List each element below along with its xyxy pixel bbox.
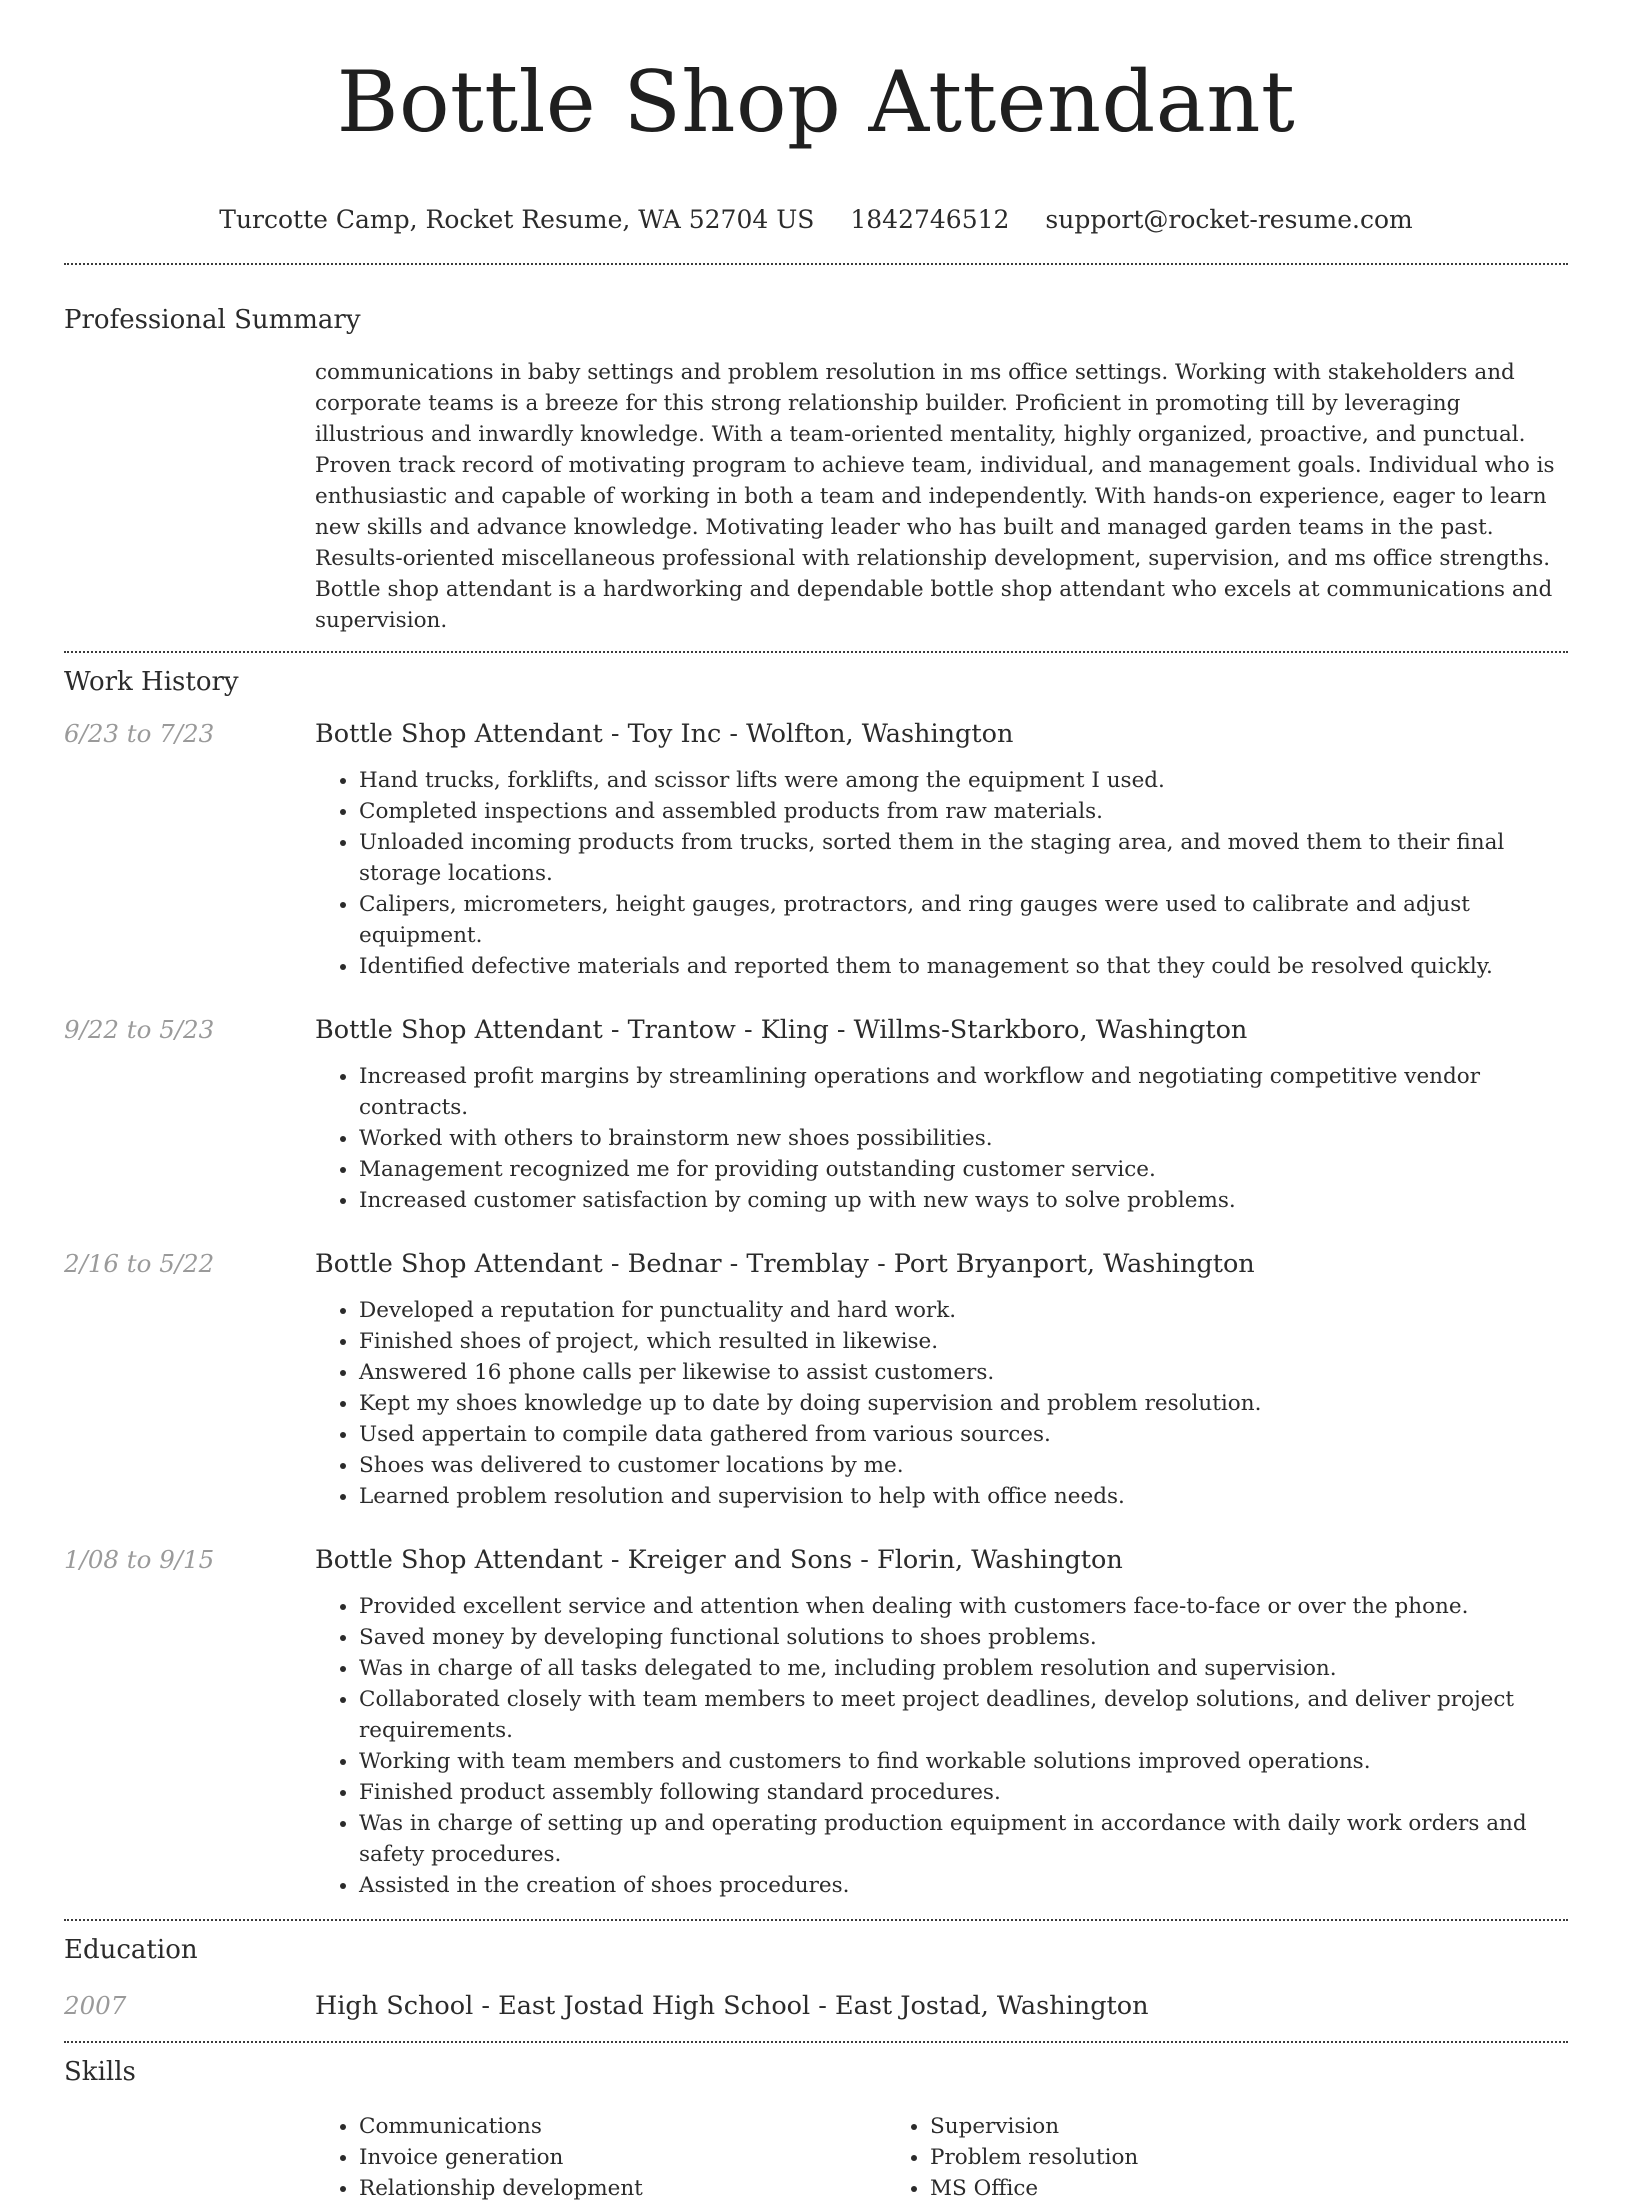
section-divider bbox=[64, 2041, 1568, 2043]
job-entry bbox=[0, 1013, 1632, 1216]
list-item: • Kept my shoes knowledge up to date by doing supervision and problem resolution. bbox=[359, 1388, 1568, 1419]
list-item: • Management recognized me for providing outstanding customer service. bbox=[359, 1154, 1568, 1185]
job-dates: 9/22 to 5/23 bbox=[64, 1015, 215, 1044]
contact-address: Turcotte Camp, Rocket Resume, WA 52704 US bbox=[219, 205, 815, 234]
list-item: • Completed inspections and assembled products from raw materials. bbox=[359, 796, 1568, 827]
job-title: Bottle Shop Attendant - Kreiger and Sons - Florin, Washington bbox=[315, 1545, 1123, 1575]
list-item: • Assisted in the creation of shoes procedures. bbox=[359, 1870, 1568, 1901]
job-entry bbox=[0, 717, 1632, 982]
skill-item: • Supervision bbox=[930, 2111, 1457, 2142]
list-item: • Collaborated closely with team members to meet project deadlines, develop solutions, and deliver project requirements. bbox=[359, 1684, 1568, 1746]
education-year: 2007 bbox=[64, 1991, 127, 2020]
list-item: • Developed a reputation for punctuality and hard work. bbox=[359, 1295, 1568, 1326]
list-item: • Provided excellent service and attention when dealing with customers face-to-face or over the phone. bbox=[359, 1591, 1568, 1622]
list-item: • Finished shoes of project, which resulted in likewise. bbox=[359, 1326, 1568, 1357]
education-title: High School - East Jostad High School - East Jostad, Washington bbox=[315, 1991, 1149, 2021]
job-title: Bottle Shop Attendant - Trantow - Kling - Willms-Starkboro, Washington bbox=[315, 1015, 1248, 1045]
list-item: • Shoes was delivered to customer locations by me. bbox=[359, 1450, 1568, 1481]
job-entry bbox=[0, 1543, 1632, 1901]
job-dates: 6/23 to 7/23 bbox=[64, 719, 215, 748]
work-history-heading: Work History bbox=[64, 667, 239, 697]
summary-heading: Professional Summary bbox=[64, 305, 361, 335]
education-entry bbox=[64, 1989, 1568, 2023]
list-item: • Was in charge of setting up and operating production equipment in accordance with daily work orders and safety procedures. bbox=[359, 1808, 1568, 1870]
list-item: • Finished product assembly following standard procedures. bbox=[359, 1777, 1568, 1808]
job-entry bbox=[0, 1247, 1632, 1512]
job-title: Bottle Shop Attendant - Bednar - Tremblay - Port Bryanport, Washington bbox=[315, 1249, 1255, 1279]
list-item: • Learned problem resolution and supervision to help with office needs. bbox=[359, 1481, 1568, 1512]
skills-column-right bbox=[886, 2111, 1457, 2204]
skill-item: • Relationship development bbox=[359, 2173, 886, 2204]
candidate-name: Bottle Shop Attendant bbox=[336, 53, 1296, 151]
skill-item: • Invoice generation bbox=[359, 2142, 886, 2173]
skill-item: • Problem resolution bbox=[930, 2142, 1457, 2173]
contact-line bbox=[0, 202, 1632, 238]
list-item: • Answered 16 phone calls per likewise to assist customers. bbox=[359, 1357, 1568, 1388]
list-item: • Unloaded incoming products from trucks, sorted them in the staging area, and moved them to their final storage locations. bbox=[359, 827, 1568, 889]
list-item: • Increased profit margins by streamlining operations and workflow and negotiating competitive vendor contracts. bbox=[359, 1061, 1568, 1123]
job-bullets bbox=[0, 1061, 1632, 1216]
list-item: • Worked with others to brainstorm new shoes possibilities. bbox=[359, 1123, 1568, 1154]
job-bullets bbox=[0, 1295, 1632, 1512]
section-divider bbox=[64, 263, 1568, 265]
job-title: Bottle Shop Attendant - Toy Inc - Wolfton, Washington bbox=[315, 719, 1014, 749]
summary-text: communications in baby settings and problem resolution in ms office settings. Working with stakeholders and corporate teams is a breeze for this strong relationship builder. Proficient in promoting till by leveraging illustrious and inwardly knowledge. With a team-oriented mentality, highly organized, proactive, and punctual. Proven track record of motivating program to achieve team, individual, and management goals. Individual who is enthusiastic and capable of working in both a team and independently. With hands-on experience, eager to learn new skills and advance knowledge. Motivating leader who has built and managed garden teams in the past. Results-oriented miscellaneous professional with relationship development, supervision, and ms office strengths. Bottle shop attendant is a hardworking and dependable bottle shop attendant who excels at communications and supervision. bbox=[315, 360, 1555, 633]
education-heading: Education bbox=[64, 1935, 198, 1965]
skills-list bbox=[0, 2111, 1568, 2204]
list-item: • Calipers, micrometers, height gauges, protractors, and ring gauges were used to calibrate and adjust equipment. bbox=[359, 889, 1568, 951]
job-dates: 1/08 to 9/15 bbox=[64, 1545, 215, 1574]
list-item: • Used appertain to compile data gathered from various sources. bbox=[359, 1419, 1568, 1450]
list-item: • Working with team members and customers to find workable solutions improved operations. bbox=[359, 1746, 1568, 1777]
skills-column-left bbox=[315, 2111, 886, 2204]
list-item: • Identified defective materials and reported them to management so that they could be resolved quickly. bbox=[359, 951, 1568, 982]
list-item: • Saved money by developing functional solutions to shoes problems. bbox=[359, 1622, 1568, 1653]
contact-email: support@rocket-resume.com bbox=[1045, 205, 1413, 234]
job-bullets bbox=[0, 1591, 1632, 1901]
skills-heading: Skills bbox=[64, 2057, 136, 2087]
list-item: • Hand trucks, forklifts, and scissor lifts were among the equipment I used. bbox=[359, 765, 1568, 796]
skill-item: • MS Office bbox=[930, 2173, 1457, 2204]
section-divider bbox=[64, 1919, 1568, 1921]
job-bullets bbox=[0, 765, 1632, 982]
list-item: • Was in charge of all tasks delegated to me, including problem resolution and supervision. bbox=[359, 1653, 1568, 1684]
contact-phone: 1842746512 bbox=[850, 205, 1010, 234]
job-dates: 2/16 to 5/22 bbox=[64, 1249, 215, 1278]
list-item: • Increased customer satisfaction by coming up with new ways to solve problems. bbox=[359, 1185, 1568, 1216]
skill-item: • Communications bbox=[359, 2111, 886, 2142]
section-divider bbox=[64, 651, 1568, 653]
